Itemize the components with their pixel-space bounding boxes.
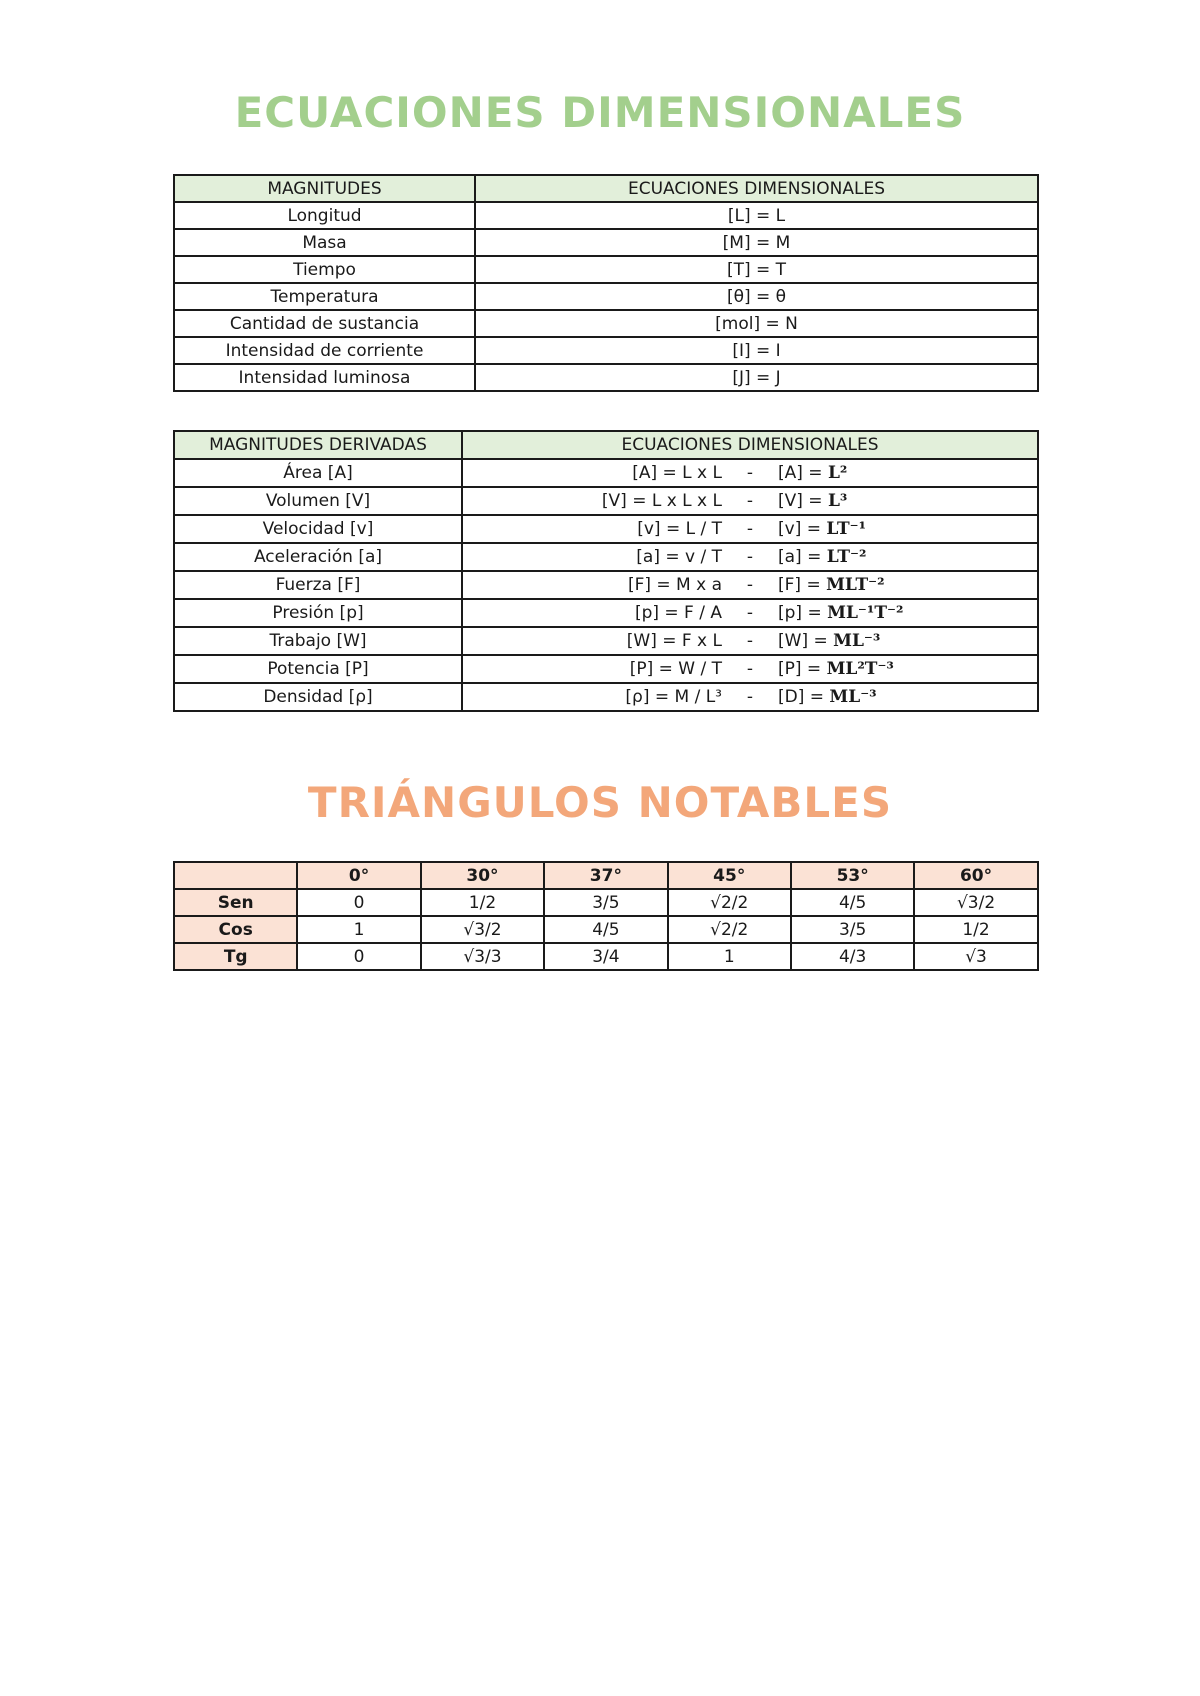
table-row (174, 599, 1038, 627)
header-magnitudes: MAGNITUDES (174, 175, 475, 202)
equation-separator: - (746, 519, 754, 539)
angle-header: 53° (791, 862, 914, 889)
dimensional-equation: [θ] = θ (475, 283, 1038, 310)
table-row (174, 943, 1038, 970)
dimensional-equation (462, 683, 1038, 711)
dimensional-equation: [mol] = N (475, 310, 1038, 337)
derived-magnitude-name: Aceleración [a] (174, 543, 462, 571)
trig-value: 1/2 (421, 889, 544, 916)
equation-separator: - (746, 687, 754, 707)
trig-value: √2/2 (668, 889, 791, 916)
dimensional-equation (462, 515, 1038, 543)
table-row (174, 916, 1038, 943)
equation-label: [D] = (778, 687, 825, 707)
dimensional-equation (462, 627, 1038, 655)
table-header-row (174, 862, 1038, 889)
derived-magnitude-name: Presión [p] (174, 599, 462, 627)
table-row (174, 655, 1038, 683)
table-row (174, 889, 1038, 916)
table-row (174, 283, 1038, 310)
equation-separator: - (746, 631, 754, 651)
equation-definition: [a] = v / T (636, 547, 722, 567)
table-row (174, 310, 1038, 337)
dimensional-equation: [M] = M (475, 229, 1038, 256)
trig-value: 0 (297, 943, 420, 970)
trig-value: √3/3 (421, 943, 544, 970)
notable-triangles-table (173, 861, 1039, 971)
base-magnitudes-table (173, 174, 1039, 392)
equation-definition: [v] = L / T (637, 519, 722, 539)
magnitude-name: Masa (174, 229, 475, 256)
function-label: Tg (174, 943, 297, 970)
equation-dimension: ML⁻³ (833, 631, 881, 651)
table-row (174, 364, 1038, 391)
dimensional-equation (462, 571, 1038, 599)
trig-value: 1 (668, 943, 791, 970)
trig-value: 0 (297, 889, 420, 916)
angle-header: 30° (421, 862, 544, 889)
equation-label: [V] = (778, 491, 823, 511)
table-row (174, 459, 1038, 487)
equation-label: [p] = (778, 603, 822, 623)
table-header-row (174, 431, 1038, 459)
trig-value: 4/3 (791, 943, 914, 970)
equation-definition: [A] = L x L (632, 463, 722, 483)
trig-value: 4/5 (791, 889, 914, 916)
angle-header: 37° (544, 862, 667, 889)
derived-magnitude-name: Área [A] (174, 459, 462, 487)
equation-dimension: LT⁻¹ (826, 519, 867, 539)
angle-header: 60° (914, 862, 1037, 889)
function-label: Cos (174, 916, 297, 943)
dimensional-equation: [T] = T (475, 256, 1038, 283)
equation-label: [A] = (778, 463, 823, 483)
table-row (174, 543, 1038, 571)
equation-dimension: ML⁻³ (829, 687, 877, 707)
equation-definition: [ρ] = M / L³ (625, 687, 722, 707)
header-ecuaciones: ECUACIONES DIMENSIONALES (462, 431, 1038, 459)
title-triangulos-notables: TRIÁNGULOS NOTABLES (307, 778, 893, 827)
dimensional-equation (462, 487, 1038, 515)
equation-label: [W] = (778, 631, 828, 651)
corner-cell (174, 862, 297, 889)
table-row (174, 627, 1038, 655)
magnitude-name: Tiempo (174, 256, 475, 283)
angle-header: 0° (297, 862, 420, 889)
equation-separator: - (746, 603, 754, 623)
table-row (174, 515, 1038, 543)
trig-value: √3 (914, 943, 1037, 970)
dimensional-equation (462, 459, 1038, 487)
equation-separator: - (746, 575, 754, 595)
table-row (174, 202, 1038, 229)
equation-label: [F] = (778, 575, 821, 595)
derived-magnitude-name: Fuerza [F] (174, 571, 462, 599)
equation-definition: [W] = F x L (626, 631, 722, 651)
table-header-row (174, 175, 1038, 202)
magnitude-name: Longitud (174, 202, 475, 229)
trig-value: √2/2 (668, 916, 791, 943)
dimensional-equation: [I] = I (475, 337, 1038, 364)
dimensional-equation: [L] = L (475, 202, 1038, 229)
dimensional-equation (462, 543, 1038, 571)
trig-value: 1 (297, 916, 420, 943)
dimensional-equation: [J] = J (475, 364, 1038, 391)
equation-definition: [F] = M x a (627, 575, 722, 595)
equation-separator: - (746, 659, 754, 679)
derived-magnitude-name: Densidad [ρ] (174, 683, 462, 711)
magnitude-name: Temperatura (174, 283, 475, 310)
trig-value: 3/5 (791, 916, 914, 943)
table-row (174, 256, 1038, 283)
equation-definition: [P] = W / T (629, 659, 722, 679)
magnitude-name: Intensidad de corriente (174, 337, 475, 364)
equation-definition: [p] = F / A (634, 603, 722, 623)
trig-value: 3/4 (544, 943, 667, 970)
function-label: Sen (174, 889, 297, 916)
equation-dimension: MLT⁻² (826, 575, 885, 595)
derived-magnitude-name: Velocidad [v] (174, 515, 462, 543)
magnitude-name: Cantidad de sustancia (174, 310, 475, 337)
equation-label: [v] = (778, 519, 821, 539)
equation-separator: - (746, 491, 754, 511)
derived-magnitude-name: Trabajo [W] (174, 627, 462, 655)
magnitude-name: Intensidad luminosa (174, 364, 475, 391)
equation-dimension: ML⁻¹T⁻² (827, 603, 904, 623)
trig-value: 3/5 (544, 889, 667, 916)
derived-magnitude-name: Volumen [V] (174, 487, 462, 515)
header-ecuaciones: ECUACIONES DIMENSIONALES (475, 175, 1038, 202)
equation-separator: - (746, 463, 754, 483)
trig-value: √3/2 (421, 916, 544, 943)
equation-dimension: L² (827, 463, 848, 483)
dimensional-equation (462, 599, 1038, 627)
header-magnitudes-derivadas: MAGNITUDES DERIVADAS (174, 431, 462, 459)
table-row (174, 487, 1038, 515)
equation-dimension: ML²T⁻³ (826, 659, 894, 679)
equation-definition: [V] = L x L x L (601, 491, 722, 511)
table-row (174, 337, 1038, 364)
table-row (174, 683, 1038, 711)
dimensional-equation (462, 655, 1038, 683)
derived-magnitudes-table (173, 430, 1039, 712)
trig-value: 1/2 (914, 916, 1037, 943)
title-ecuaciones-dimensionales: ECUACIONES DIMENSIONALES (234, 88, 966, 137)
equation-separator: - (746, 547, 754, 567)
equation-label: [a] = (778, 547, 822, 567)
derived-magnitude-name: Potencia [P] (174, 655, 462, 683)
equation-dimension: LT⁻² (826, 547, 867, 567)
angle-header: 45° (668, 862, 791, 889)
trig-value: 4/5 (544, 916, 667, 943)
trig-value: √3/2 (914, 889, 1037, 916)
table-row (174, 229, 1038, 256)
equation-dimension: L³ (827, 491, 848, 511)
table-row (174, 571, 1038, 599)
equation-label: [P] = (778, 659, 822, 679)
